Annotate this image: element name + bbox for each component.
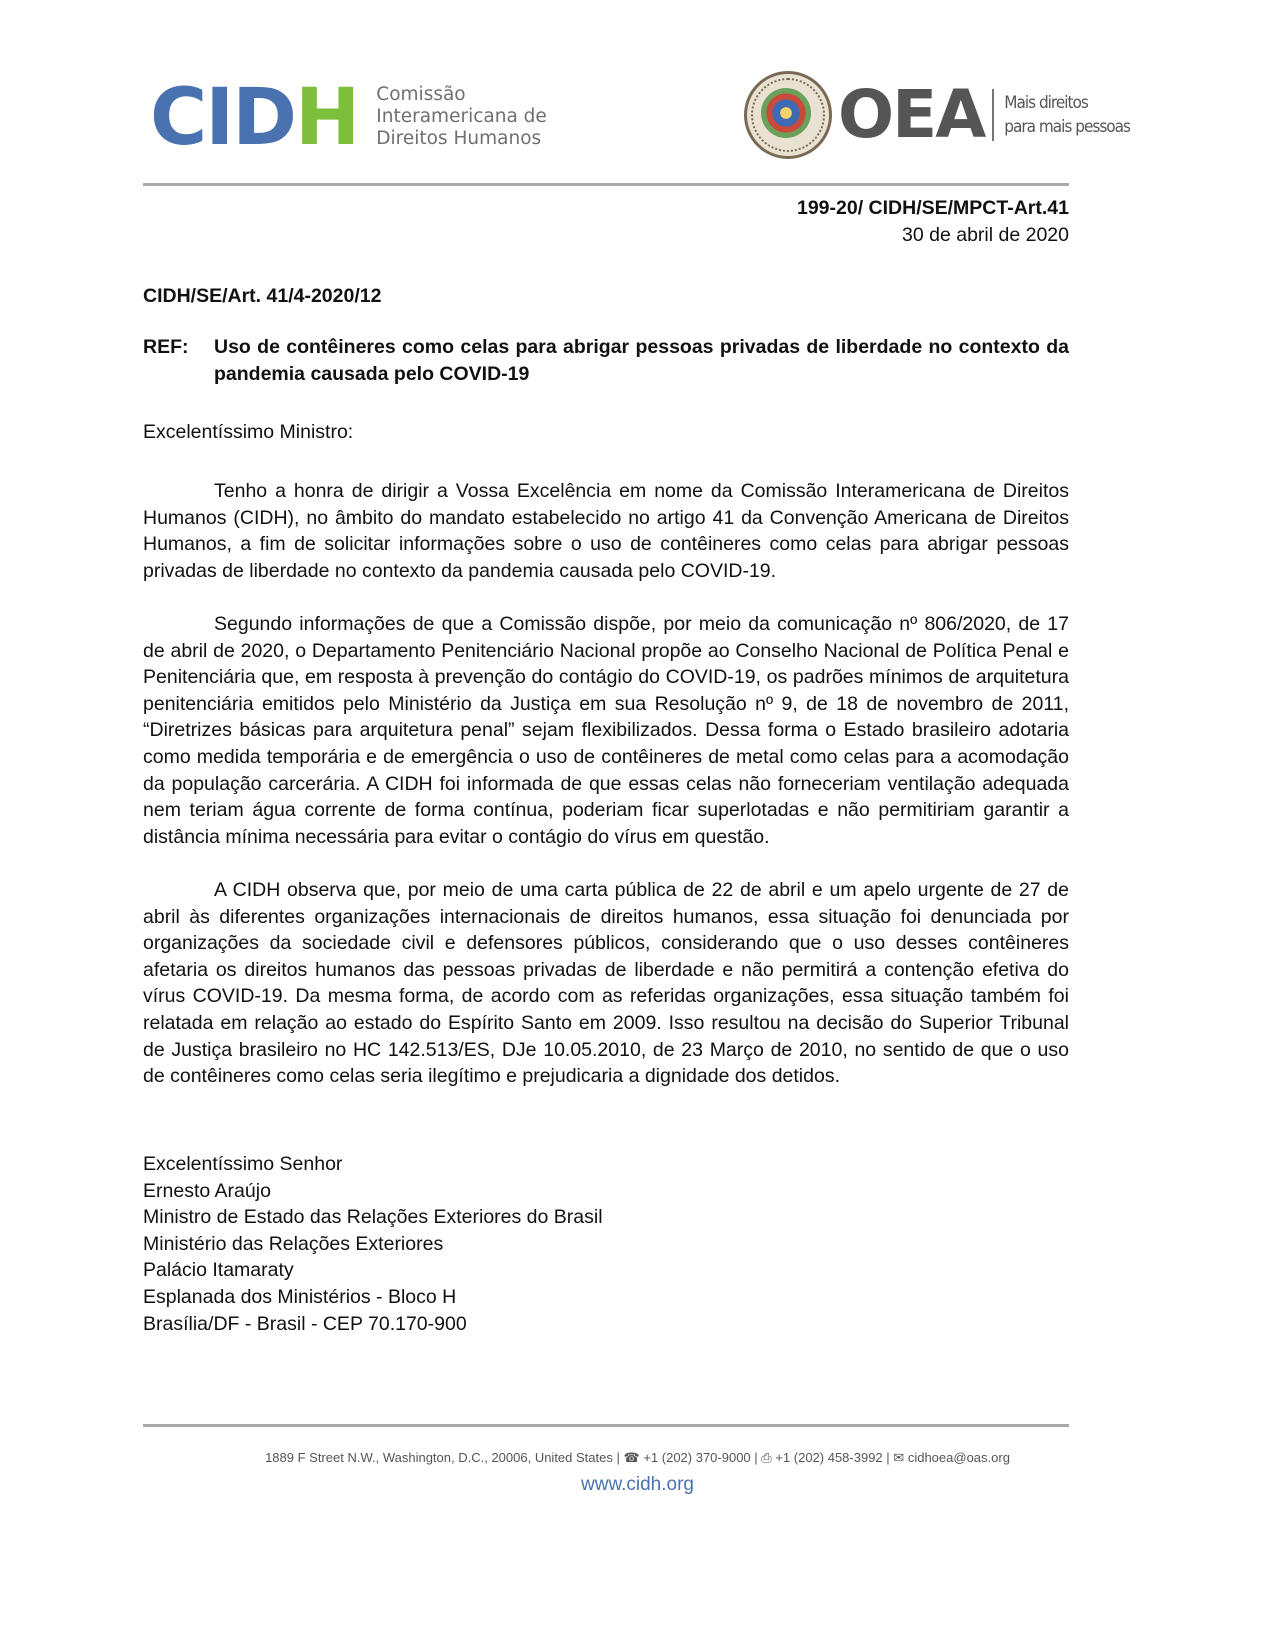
addressee-line: Esplanada dos Ministérios - Bloco H xyxy=(143,1285,457,1308)
body-paragraph-1: Tenho a honra de dirigir a Vossa Excelência em nome da Comissão Interamericana de Direitos Humanos (CIDH), no âmbito do mandato estabelecido no artigo 41 da Convenção Americana de Direitos Humanos, a fim de solicitar informações sobre o uso de contêineres como celas para abrigar pessoas privadas de liberdade no contexto da pandemia causada pelo COVID-19. xyxy=(143,480,1069,582)
oea-tagline: Mais direitos para mais pessoas xyxy=(1004,93,1130,137)
addressee-line: Ministério das Relações Exteriores xyxy=(143,1232,444,1255)
oea-logo-mark: OEA xyxy=(838,76,985,153)
footer-fax: +1 (202) 458-3992 xyxy=(775,1450,883,1465)
body-paragraph-3: A CIDH observa que, por meio de uma carta pública de 22 de abril e um apelo urgente de 27 de abril às diferentes organizações internacionais de direitos humanos, essa situação foi denunciada por organizações da sociedade civil e defensores públicos, considerando que o uso desses contêineres afetaria os direitos humanos das pessoas privadas de liberdade e não permitirá a contenção efetiva do vírus COVID-19. Da mesma forma, de acordo com as referidas organizações, essa situação também foi relatada em relação ao estado do Espírito Santo em 2009. Isso resultou na decisão do Superior Tribunal de Justiça brasileiro no HC 142.513/ES, DJe 10.05.2010, de 23 Março de 2010, no sentido de que o uso de contêineres como celas seria ilegítimo e prejudicaria a dignidade dos detidos. xyxy=(143,879,1069,1088)
cidh-logo-mark: CIDH xyxy=(150,73,359,163)
oea-logo-divider xyxy=(992,89,994,141)
salutation: Excelentíssimo Ministro: xyxy=(143,421,354,443)
body-paragraph-2: Segundo informações de que a Comissão dispõe, por meio da comunicação nº 806/2020, de 17 de abril de 2020, o Departamento Penitenciário Nacional propõe ao Conselho Nacional de Política Penal e Penitenciária que, em resposta à prevenção do contágio do COVID-19, os padrões mínimos de arquitetura penitenciária emitidos pelo Ministério da Justiça em sua Resolução nº 9, de 18 de novembro de 2011, “Diretrizes básicas para arquitetura penal” sejam flexibilizados. Dessa forma o Estado brasileiro adotaria como medida temporária e de emergência o uso de contêineres de metal como celas para a acomodação da população carcerária. A CIDH foi informada de que essas celas não forneceriam ventilação adequada nem teriam água corrente de forma contínua, poderiam ficar superlotadas e não permitiriam garantir a distância mínima necessária para evitar o contágio do vírus em questão. xyxy=(143,613,1069,848)
subject-text: Uso de contêineres como celas para abrigar pessoas privadas de liberdade no contexto da pandemia causada pelo COVID-19 xyxy=(214,336,1069,385)
addressee-line: Brasília/DF - Brasil - CEP 70.170-900 xyxy=(143,1312,467,1335)
document-number: CIDH/SE/Art. 41/4-2020/12 xyxy=(143,285,382,307)
cidh-logo-name: Comissão Interamericana de Direitos Humanos xyxy=(376,84,547,149)
subject-block xyxy=(143,334,1069,387)
addressee-line: Ernesto Araújo xyxy=(143,1179,271,1202)
addressee-line: Excelentíssimo Senhor xyxy=(143,1153,343,1175)
cidh-logo xyxy=(150,73,547,163)
oea-logo xyxy=(744,70,1130,160)
letterhead xyxy=(150,70,1130,163)
footer-email[interactable]: cidhoea@oas.org xyxy=(907,1450,1010,1465)
reference-block xyxy=(797,195,1069,248)
footer-address: 1889 F Street N.W., Washington, D.C., 20006, United States xyxy=(265,1450,613,1465)
addressee-line: Palácio Itamaraty xyxy=(143,1259,294,1282)
addressee-block xyxy=(143,1151,603,1337)
email-icon: ✉ xyxy=(893,1450,905,1465)
oas-seal-icon xyxy=(744,71,832,159)
footer-divider xyxy=(143,1424,1069,1427)
addressee-line: Ministro de Estado das Relações Exteriores do Brasil xyxy=(143,1206,603,1229)
phone-icon: ☎ xyxy=(623,1450,640,1465)
footer-website[interactable]: www.cidh.org xyxy=(581,1474,694,1495)
header-divider xyxy=(143,183,1069,186)
footer-phone: +1 (202) 370-9000 xyxy=(643,1450,751,1465)
reference-number: 199-20/ CIDH/SE/MPCT-Art.41 xyxy=(796,197,1069,219)
letter-date: 30 de abril de 2020 xyxy=(902,223,1069,246)
subject-label: REF: xyxy=(143,336,189,358)
footer-contact: 1889 F Street N.W., Washington, D.C., 20006, United States | ☎ +1 (202) 370-9000 | ⎙ +1 (202) 458-3992 | ✉ cidhoea@oas.org xyxy=(265,1450,1010,1465)
fax-icon: ⎙ xyxy=(761,1450,772,1465)
